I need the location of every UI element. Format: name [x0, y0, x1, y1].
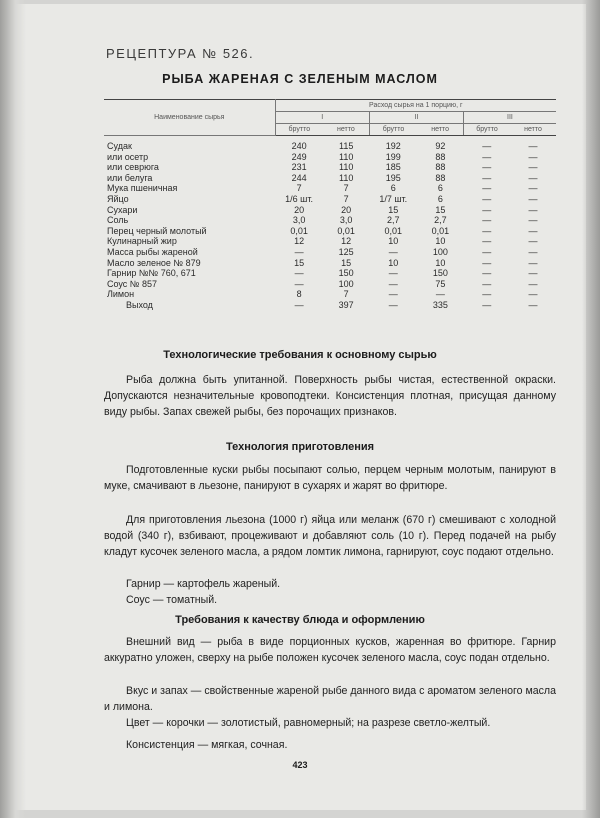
ingredient-amount: 10: [388, 236, 399, 247]
recipe-title: РЫБА ЖАРЕНАЯ С ЗЕЛЕНЫМ МАСЛОМ: [162, 72, 438, 86]
ingredient-amount: 192: [385, 141, 401, 151]
ingredient-amount: 8: [296, 289, 302, 300]
table-row: [104, 194, 556, 205]
ingredient-amount: 397: [338, 299, 354, 310]
ingredient-amount: 110: [338, 172, 354, 183]
ingredient-amount: 88: [435, 162, 446, 173]
page-binding-shadow: [0, 0, 26, 818]
group-header-1: I: [275, 112, 369, 124]
ingredient-amount: —: [482, 151, 492, 162]
ingredient-amount: —: [482, 225, 492, 236]
ingredient-amount: 100: [432, 246, 448, 257]
ingredient-name: Сухари: [107, 204, 138, 215]
ingredient-amount: 15: [435, 204, 446, 215]
ingredients-table-body: [104, 136, 556, 311]
ingredient-amount: —: [528, 257, 538, 268]
ingredient-amount: —: [388, 299, 398, 310]
table-row: [104, 268, 556, 279]
recipe-number: РЕЦЕПТУРА № 526.: [106, 46, 255, 61]
technology-paragraph-1: Подготовленные куски рыбы посыпают солью, перцем черным молотым, панируют в муке, смачивают в льезоне, панируют в сухарях и жарят во фритюре.: [104, 464, 556, 492]
ingredient-amount: —: [528, 204, 538, 215]
sub-header-net-2: нетто: [417, 124, 463, 136]
ingredient-amount: 115: [338, 141, 354, 151]
ingredients-table: [104, 99, 556, 311]
ingredient-name: Выход: [126, 299, 153, 310]
quality-appearance: Внешний вид — рыба в виде порционных кусков, жаренная во фритюре. Гарнир аккуратно уложен, сверху на рыбе положен кусочек зеленого масла, соус подан отдельно.: [104, 636, 556, 664]
table-row: [104, 173, 556, 184]
ingredient-amount: 20: [341, 204, 352, 215]
technology-title: Технология приготовления: [225, 441, 375, 453]
ingredient-amount: 2,7: [387, 215, 400, 226]
ingredient-name: Мука пшеничная: [107, 183, 178, 194]
ingredient-amount: —: [528, 215, 538, 226]
page-edge-shadow: [582, 0, 600, 818]
ingredient-amount: —: [388, 278, 398, 289]
group-header-3: III: [463, 112, 556, 124]
sub-header-net-1: нетто: [323, 124, 369, 136]
table-row: [104, 215, 556, 226]
ingredient-amount: 6: [390, 183, 396, 194]
ingredient-name: Масса рыбы жареной: [107, 246, 198, 257]
ingredient-amount: 12: [341, 236, 352, 247]
ingredient-name: Гарнир №№ 760, 671: [107, 268, 196, 279]
ingredient-name: Соус № 857: [107, 278, 157, 289]
ingredient-amount: —: [482, 183, 492, 194]
ingredient-amount: 110: [338, 162, 354, 173]
ingredient-amount: —: [528, 151, 538, 162]
ingredient-amount: 7: [296, 183, 302, 194]
ingredient-amount: —: [482, 215, 492, 226]
ingredient-amount: —: [294, 278, 304, 289]
ingredient-amount: 3,0: [292, 215, 306, 226]
ingredient-amount: 335: [432, 299, 448, 310]
ingredient-amount: 0,01: [290, 225, 308, 236]
ingredient-amount: 92: [435, 141, 446, 151]
table-row: [104, 258, 556, 269]
ingredient-amount: —: [482, 141, 492, 151]
ingredient-amount: —: [528, 236, 538, 247]
ingredient-name: Кулинарный жир: [107, 236, 177, 247]
table-row: [104, 152, 556, 163]
ingredient-amount: —: [482, 299, 492, 310]
technology-garnish: Гарнир — картофель жареный.: [126, 578, 281, 590]
ingredient-amount: 1/6 шт.: [285, 193, 314, 204]
ingredient-amount: 0,01: [384, 225, 403, 236]
ingredient-amount: —: [528, 289, 538, 300]
ingredient-amount: 2,7: [434, 215, 447, 226]
ingredient-amount: —: [294, 246, 304, 257]
ingredient-amount: 150: [338, 268, 354, 279]
group-header-2: II: [369, 112, 463, 124]
ingredient-name: Лимон: [107, 289, 135, 300]
ingredient-amount: —: [482, 278, 492, 289]
ingredient-amount: —: [482, 289, 492, 300]
ingredient-amount: 100: [338, 278, 354, 289]
page-number: 423: [292, 760, 308, 770]
sub-header-gross-3: брутто: [463, 124, 510, 136]
ingredient-amount: —: [388, 289, 398, 300]
ingredient-amount: 10: [435, 236, 446, 247]
ingredient-amount: —: [294, 268, 304, 279]
ingredient-amount: 185: [385, 162, 401, 173]
ingredient-amount: 0,01: [337, 225, 355, 236]
ingredient-amount: —: [528, 268, 538, 279]
ingredient-amount: —: [528, 246, 538, 257]
ingredient-amount: —: [435, 289, 445, 300]
ingredient-amount: —: [528, 278, 538, 289]
ingredient-amount: 7: [343, 183, 349, 194]
ingredient-amount: 240: [291, 141, 307, 151]
table-row: [104, 236, 556, 247]
ingredient-amount: 10: [435, 257, 446, 268]
sub-header-net-3: нетто: [510, 124, 556, 136]
consumption-header: Расход сырья на 1 порцию, г: [275, 100, 556, 112]
quality-color: Цвет — корочки — золотистый, равномерный; на разрезе светло-желтый.: [126, 717, 491, 729]
raw-requirements-text: Рыба должна быть упитанной. Поверхность рыбы чистая, естественной окраски. Допускаются незначительные кровоподтеки. Консистенция плотная, присущая данному виду рыбы. Запах свежей рыбы, без порочащих признаков.: [104, 374, 556, 418]
ingredient-amount: 7: [343, 289, 349, 300]
table-row: [104, 289, 556, 300]
ingredient-amount: —: [528, 225, 538, 236]
ingredient-amount: —: [482, 246, 492, 257]
ingredient-amount: 3,0: [339, 215, 353, 226]
ingredient-amount: —: [482, 172, 492, 183]
ingredient-amount: —: [528, 172, 538, 183]
ingredient-amount: —: [388, 246, 398, 257]
ingredient-amount: 0,01: [431, 225, 450, 236]
ingredient-amount: —: [528, 193, 538, 204]
ingredient-amount: —: [482, 204, 492, 215]
ingredient-amount: —: [528, 183, 538, 194]
ingredient-amount: —: [482, 268, 492, 279]
ingredient-amount: —: [528, 141, 538, 151]
ingredient-amount: 15: [341, 257, 352, 268]
ingredient-amount: 7: [343, 193, 349, 204]
sub-header-gross-1: брутто: [275, 124, 323, 136]
ingredient-amount: —: [482, 257, 492, 268]
ingredient-amount: —: [528, 162, 538, 173]
quality-title: Требования к качеству блюда и оформлению: [175, 614, 425, 626]
ingredient-amount: 6: [437, 193, 443, 204]
ingredient-name: Масло зеленое № 879: [107, 257, 201, 268]
table-row: [104, 300, 556, 311]
raw-requirements-title: Технологические требования к основному сырью: [163, 349, 437, 361]
table-row: [104, 226, 556, 237]
table-row: [104, 279, 556, 290]
ingredient-amount: 231: [291, 162, 307, 173]
ingredient-amount: —: [388, 268, 398, 279]
ingredient-amount: —: [294, 299, 304, 310]
ingredient-amount: 15: [388, 204, 399, 215]
ingredient-name: или севрюга: [107, 162, 159, 173]
technology-sauce: Соус — томатный.: [126, 594, 218, 606]
ingredient-amount: 110: [338, 151, 354, 162]
ingredient-amount: 195: [385, 172, 401, 183]
ingredient-amount: —: [482, 193, 492, 204]
ingredient-amount: 1/7 шт.: [379, 193, 408, 204]
ingredient-amount: —: [528, 299, 538, 310]
ingredient-amount: 150: [432, 268, 448, 279]
ingredient-amount: 199: [385, 151, 401, 162]
ingredient-amount: 10: [388, 257, 399, 268]
ingredient-amount: —: [482, 236, 492, 247]
ingredient-name: Судак: [107, 141, 132, 151]
table-row: [104, 162, 556, 173]
ingredient-amount: 20: [294, 204, 305, 215]
quality-taste: Вкус и запах — свойственные жареной рыбе данного вида с ароматом зеленого масла и лимона.: [104, 685, 556, 713]
ingredient-name: или белуга: [107, 172, 153, 183]
quality-texture: Консистенция — мягкая, сочная.: [126, 739, 288, 751]
table-row: [104, 247, 556, 258]
ingredient-amount: 88: [435, 151, 446, 162]
table-row: [104, 136, 556, 152]
table-row: [104, 183, 556, 194]
ingredient-amount: 249: [291, 151, 307, 162]
ingredient-name: или осетр: [107, 151, 149, 162]
table-row: [104, 205, 556, 216]
ingredient-amount: 12: [294, 236, 305, 247]
name-column-header: Наименование сырья: [104, 100, 275, 136]
ingredient-amount: 6: [437, 183, 443, 194]
ingredient-name: Соль: [107, 215, 129, 226]
ingredient-amount: 75: [435, 278, 446, 289]
ingredient-amount: 15: [294, 257, 305, 268]
technology-paragraph-2: Для приготовления льезона (1000 г) яйца или меланж (670 г) смешивают с холодной водой (340 г), взбивают, процеживают и добавляют соль (10 г). Перед подачей на рыбу кладут кусочек зеленого масла, а рядом ломтик лимона, гарнируют, соус подают отдельно.: [104, 514, 556, 558]
ingredient-amount: —: [482, 162, 492, 173]
ingredient-amount: 88: [435, 172, 446, 183]
ingredient-name: Яйцо: [107, 193, 129, 204]
ingredient-amount: 125: [338, 246, 354, 257]
ingredient-amount: 244: [291, 172, 307, 183]
sub-header-gross-2: брутто: [369, 124, 417, 136]
ingredient-name: Перец черный молотый: [107, 225, 207, 236]
